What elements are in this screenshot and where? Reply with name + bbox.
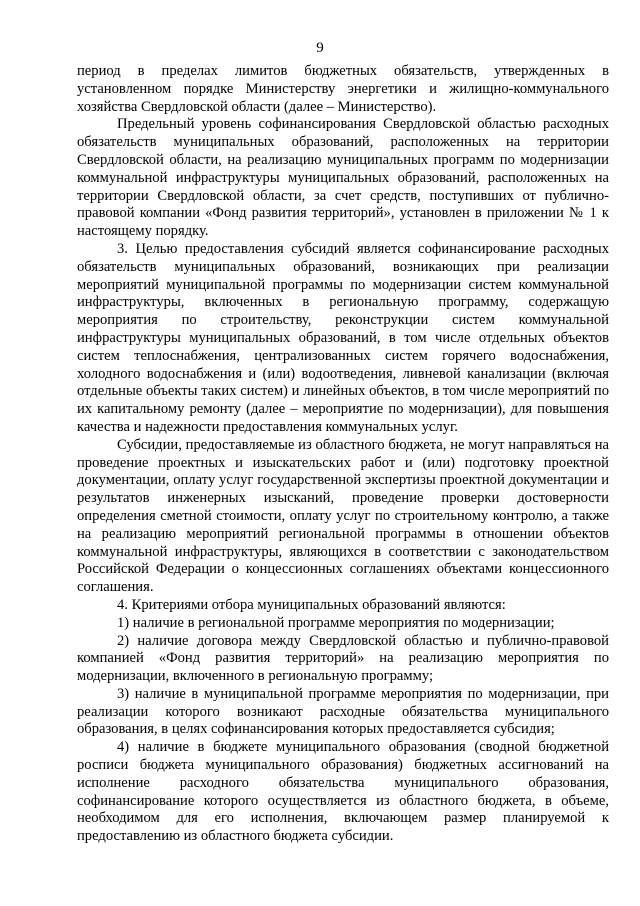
criterion-3: 3) наличие в муниципальной программе мероприятия по модернизации, при реализации которого возникают расходные обязательства муниципального образования, в целях софинансирования которых предоставляется субсидия; (77, 685, 609, 738)
paragraph-continuation: период в пределах лимитов бюджетных обязательств, утвержденных в установленном порядке Министерству энергетики и жилищно-коммунального хозяйства Свердловской области (далее – Министерство). (77, 63, 609, 115)
document-body (77, 63, 609, 846)
paragraph-subsidy-purpose: 3. Целью предоставления субсидий является софинансирование расходных обязательств муниципальных образований, возникающих при реализации мероприятий муниципальной программы по модернизации систем коммунальной инфраструктуры, включенных в региональную программу, содержащую мероприятия по строительству, реконструкции систем коммунальной инфраструктуры муниципальных образований, в том числе отдельных объектов систем теплоснабжения, централизованных систем горячего водоснабжения, холодного водоснабжения и (или) водоотведения, ливневой канализации (включая отдельные объекты таких систем) и линейных объектов, в том числе мероприятий по их капитальному ремонту (далее – мероприятие по модернизации), для повышения качества и надежности предоставления коммунальных услуг. (77, 240, 609, 435)
paragraph-cofinancing-limit: Предельный уровень софинансирования Свердловской областью расходных обязательств муниципальных образований, расположенных на территории Свердловской области, на реализацию муниципальных программ по модернизации коммунальной инфраструктуры муниципальных образований, расположенных на территории Свердловской области, за счет средств, поступивших от публично-правовой компании «Фонд развития территорий», установлен в приложении № 1 к настоящему порядку. (77, 116, 609, 240)
criterion-1: 1) наличие в региональной программе мероприятия по модернизации; (117, 614, 555, 631)
criterion-4: 4) наличие в бюджете муниципального образования (сводной бюджетной росписи бюджета муниципального образования) бюджетных ассигнований на исполнение расходного обязательства муниципального образования, софинансирование которого осуществляется из областного бюджета, в объеме, необходимом для его исполнения, включающем размер планируемой к предоставлению из областного бюджета субсидии. (77, 739, 609, 845)
criterion-2: 2) наличие договора между Свердловской областью и публично-правовой компанией «Фонд развития территорий» на реализацию мероприятия по модернизации, включенного в региональную программу; (77, 632, 609, 685)
page-number: 9 (316, 40, 324, 56)
paragraph-selection-criteria: 4. Критериями отбора муниципальных образований являются: (117, 596, 506, 613)
paragraph-subsidy-restrictions: Субсидии, предоставляемые из областного бюджета, не могут направляться на проведение проектных и изыскательских работ и (или) подготовку проектной документации, оплату услуг государственной экспертизы проектной документации и результатов инженерных изысканий, проведение проверки достоверности определения сметной стоимости, оплату услуг по строительному контролю, а также на реализацию мероприятий региональной программы в отношении объектов коммунальной инфраструктуры, являющихся в соответствии с законодательством Российской Федерации о концессионных соглашениях объектами концессионного соглашения. (77, 436, 609, 596)
